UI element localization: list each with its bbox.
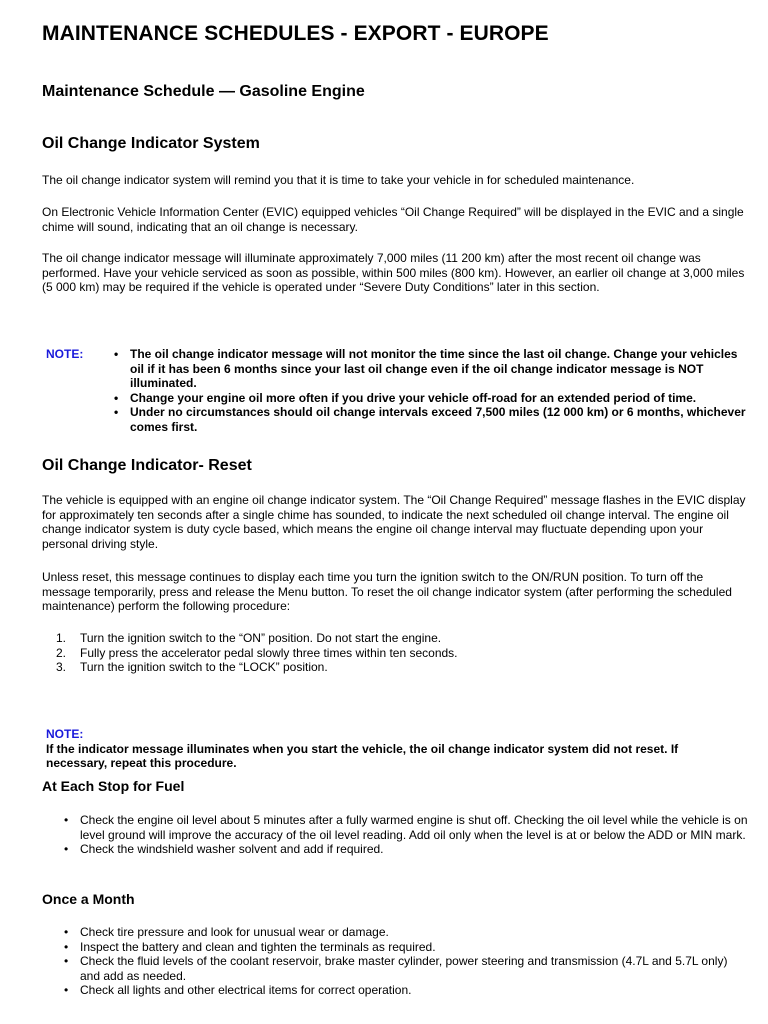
reset-steps-list	[42, 631, 748, 675]
list-item	[42, 660, 748, 675]
note-label: NOTE:	[46, 727, 84, 741]
note-text: If the indicator message illuminates when you start the vehicle, the oil change indicator system did not reset. If necessary, repeat this procedure.	[46, 741, 679, 771]
step-number: 3.	[56, 660, 67, 675]
list-item: • Check the fluid levels of the coolant reservoir, brake master cylinder, power steering and transmission (4.7L and 5.7L only) and add as needed.	[42, 954, 748, 983]
monthly-checklist	[42, 925, 748, 998]
reset-note	[46, 727, 748, 771]
section-heading-oil-change-indicator-reset: Oil Change Indicator- Reset	[42, 457, 252, 474]
list-item	[42, 646, 748, 661]
paragraph-reset-1: The vehicle is equipped with an engine oil change indicator system. The “Oil Change Required” message flashes in the EVIC display for approximately ten seconds after a single chime has sounded, to indicate the next scheduled oil change interval. The engine oil change indicator system is duty cycle based, which means the engine oil change interval may fluctuate depending upon your personal driving style.	[42, 493, 746, 551]
list-item: • Inspect the battery and clean and tighten the terminals as required.	[42, 940, 748, 955]
paragraph-ocis-2: On Electronic Vehicle Information Center (EVIC) equipped vehicles “Oil Change Required” will be displayed in the EVIC and a single chime will sound, indicating that an oil change is necessary.	[42, 205, 744, 234]
section-heading-oil-change-indicator-system: Oil Change Indicator System	[42, 135, 260, 152]
step-text: Turn the ignition switch to the “ON” position. Do not start the engine.	[80, 631, 442, 645]
list-item: • Check the windshield washer solvent and add if required.	[42, 842, 748, 857]
note-item: • Under no circumstances should oil change intervals exceed 7,500 miles (12 000 km) or 6 months, whichever comes first.	[112, 405, 748, 434]
page-subtitle: Maintenance Schedule — Gasoline Engine	[42, 83, 365, 100]
paragraph-reset-2: Unless reset, this message continues to display each time you turn the ignition switch to the ON/RUN position. To turn off the message temporarily, press and release the Menu button. To reset the oil change indicator system (after performing the scheduled maintenance) perform the following procedure:	[42, 570, 732, 614]
note-label: NOTE:	[46, 347, 84, 361]
page-title: MAINTENANCE SCHEDULES - EXPORT - EUROPE	[42, 22, 549, 45]
list-item	[42, 631, 748, 646]
list-item: • Check all lights and other electrical items for correct operation.	[42, 983, 748, 998]
step-number: 1.	[56, 631, 67, 645]
paragraph-ocis-3: The oil change indicator message will illuminate approximately 7,000 miles (11 200 km) after the most recent oil change was performed. Have your vehicle serviced as soon as possible, within 500 miles (800 km). However, an earlier oil change at 3,000 miles (5 000 km) may be required if the vehicle is operated under “Severe Duty Conditions” later in this section.	[42, 251, 745, 295]
section-heading-once-a-month: Once a Month	[42, 891, 135, 907]
list-item: • Check the engine oil level about 5 minutes after a fully warmed engine is shut off. Checking the oil level while the vehicle is on level ground will improve the accuracy of the oil level reading. Add oil only when the level is at or below the ADD or MIN mark.	[42, 813, 748, 842]
step-text: Fully press the accelerator pedal slowly three times within ten seconds.	[80, 645, 458, 660]
note-list	[112, 347, 748, 435]
step-number: 2.	[56, 645, 67, 660]
note-item: • The oil change indicator message will not monitor the time since the last oil change. Change your vehicles oil if it has been 6 months since your last oil change even if the oil change indicator message is NOT illuminated.	[112, 347, 748, 391]
paragraph-ocis-1: The oil change indicator system will remind you that it is time to take your vehicle in for scheduled maintenance.	[42, 173, 635, 187]
step-text: Turn the ignition switch to the “LOCK” position.	[80, 660, 328, 675]
fuel-checklist	[42, 813, 748, 857]
list-item: • Check tire pressure and look for unusual wear or damage.	[42, 925, 748, 940]
note-item: • Change your engine oil more often if you drive your vehicle off-road for an extended period of time.	[112, 391, 748, 406]
section-heading-each-stop-for-fuel: At Each Stop for Fuel	[42, 778, 185, 794]
